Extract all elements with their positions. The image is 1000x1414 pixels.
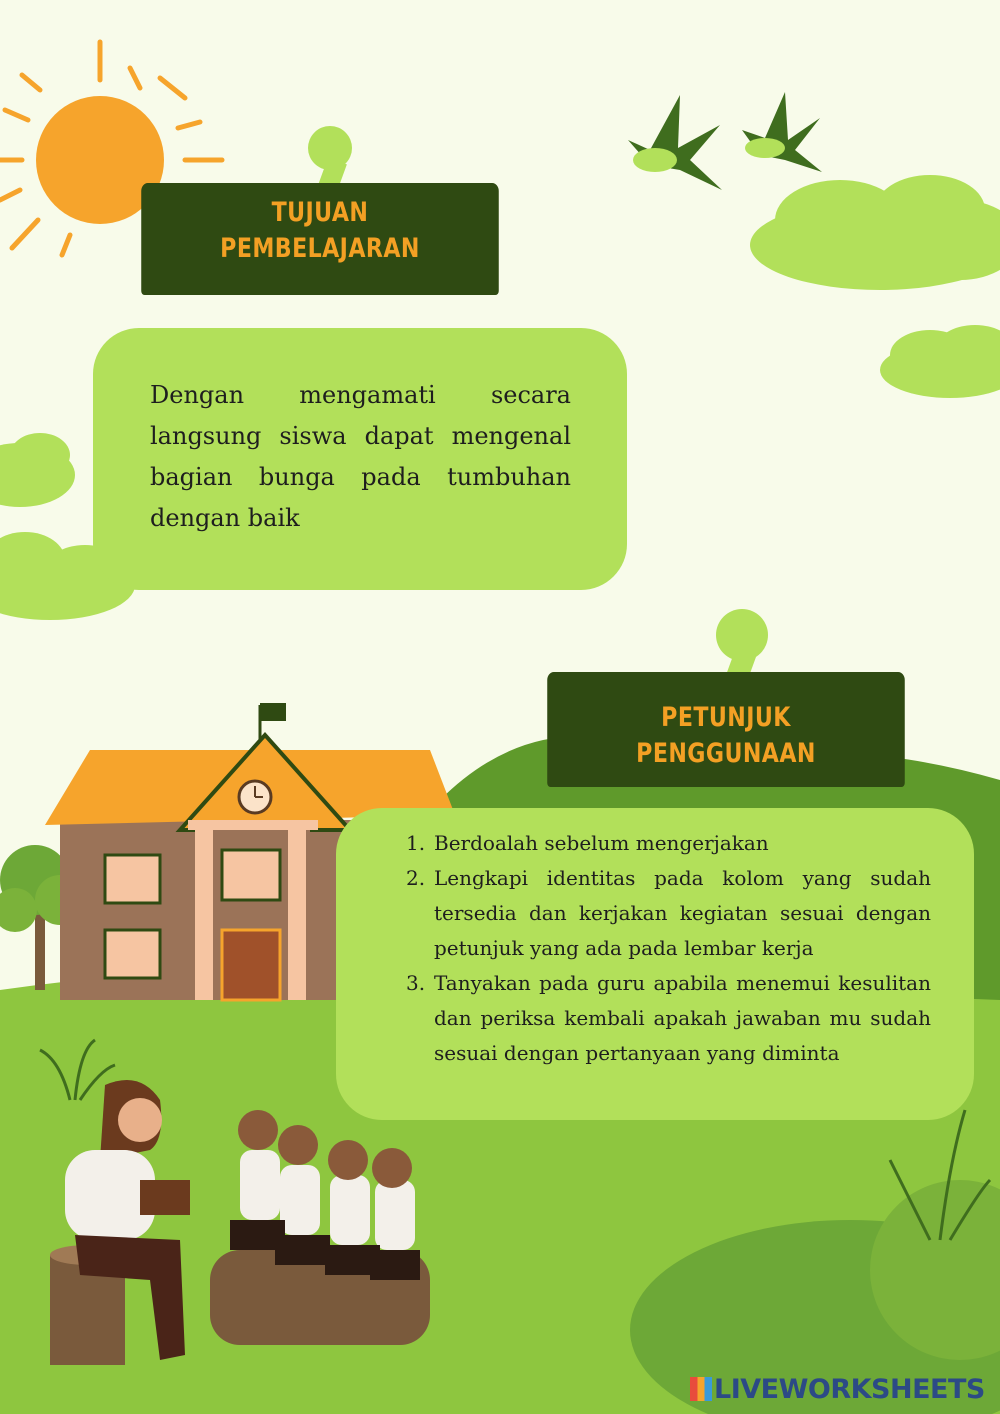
tujuan-text: Dengan mengamati secara langsung siswa dapat mengenal bagian bunga pada tumbuhan dengan baik bbox=[150, 381, 571, 532]
birds-icon bbox=[628, 92, 822, 190]
list-item bbox=[406, 861, 931, 966]
step-number: 1. bbox=[406, 831, 426, 855]
petunjuk-steps bbox=[406, 826, 931, 1071]
step-number: 2. bbox=[406, 866, 426, 890]
list-item bbox=[406, 826, 931, 861]
logo-mark-icon bbox=[690, 1377, 712, 1401]
tujuan-title-line2: PEMBELAJARAN bbox=[220, 233, 420, 264]
logo-text: LIVEWORKSHEETS bbox=[714, 1374, 985, 1405]
step-text: Tanyakan pada guru apabila menemui kesulitan dan periksa kembali apakah jawaban mu sudah sesuai dengan pertanyaan yang diminta bbox=[434, 971, 931, 1065]
liveworksheets-logo[interactable] bbox=[690, 1374, 985, 1405]
step-number: 3. bbox=[406, 971, 426, 995]
list-item bbox=[406, 966, 931, 1071]
step-text: Lengkapi identitas pada kolom yang sudah tersedia dan kerjakan kegiatan sesuai dengan petunjuk yang ada pada lembar kerja bbox=[434, 866, 931, 960]
petunjuk-banner bbox=[547, 672, 905, 787]
step-text: Berdoalah sebelum mengerjakan bbox=[434, 831, 769, 855]
petunjuk-title-line1: PETUNJUK bbox=[661, 702, 791, 733]
tujuan-banner bbox=[141, 183, 499, 295]
tujuan-title-line1: TUJUAN bbox=[271, 197, 369, 228]
petunjuk-title-line2: PENGGUNAAN bbox=[636, 738, 816, 769]
